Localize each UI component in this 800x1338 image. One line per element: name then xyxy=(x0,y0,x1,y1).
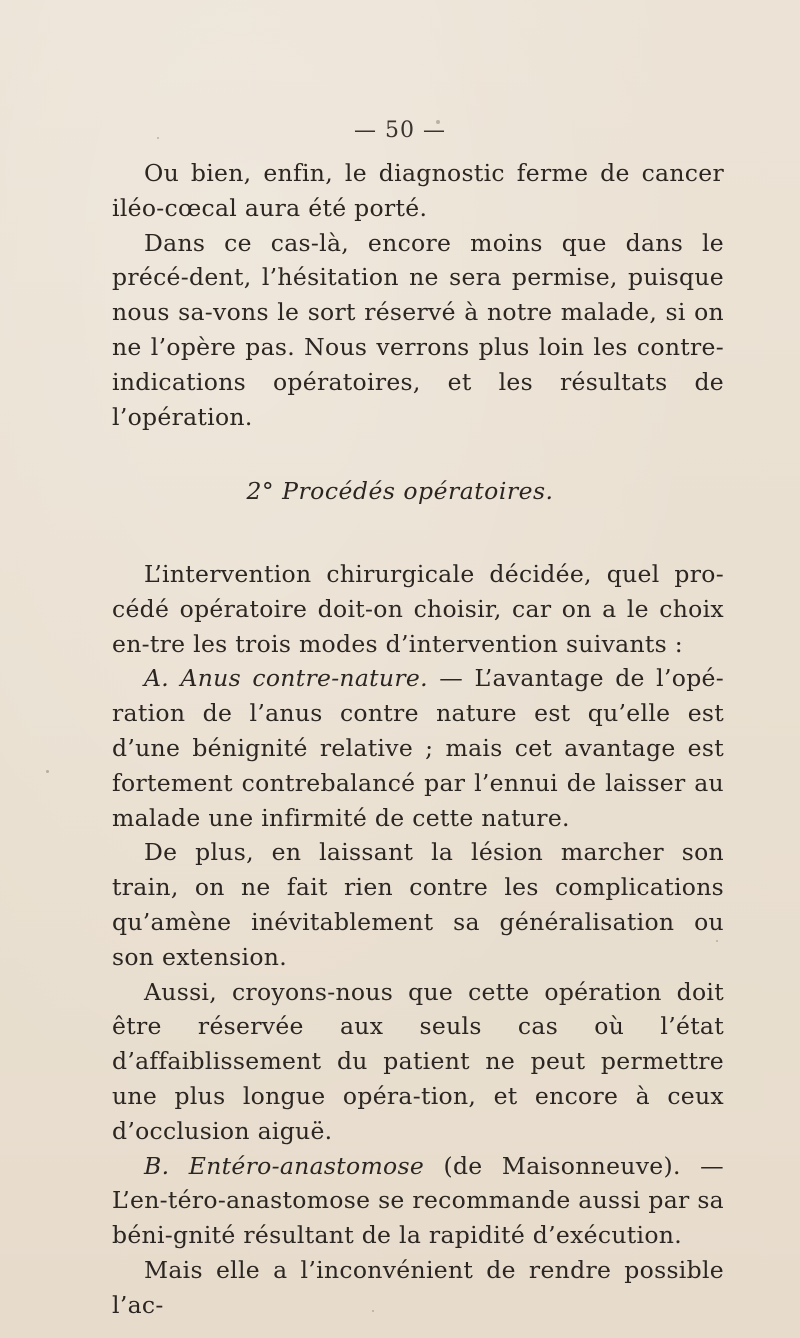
paragraph-de-plus: De plus, en laissant la lésion marcher son train, on ne fait rien contre les complications qu’amène inévitablement sa généralisation ou son extension. xyxy=(112,838,724,971)
paper-speck xyxy=(46,770,49,773)
option-a-text: — L’avantage de l’opé-ration de l’anus contre nature est qu’elle est d’une bénignité relative ; mais cet avantage est fortement contrebalancé par l’ennui de laisser au malade une infirmité de cette nature. xyxy=(112,664,724,832)
paragraph-aussi: Aussi, croyons-nous que cette opération doit être réservée aux seuls cas où l’état d’affaiblissement du patient ne peut permettre une plus longue opéra-tion, et encore à ceux d’occlusion aiguë. xyxy=(112,977,724,1145)
paragraph-hesitation: Dans ce cas-là, encore moins que dans le précé-dent, l’hésitation ne sera permise, puisque nous sa-vons le sort réservé à notre malade, si on ne l’opère pas. Nous verrons plus loin les contre-indications opératoires, et les résultats de l’opération. xyxy=(112,228,724,431)
paper-speck xyxy=(372,1310,374,1312)
paragraph-entero-anastomose xyxy=(112,1149,724,1253)
section-title: 2° Procédés opératoires. xyxy=(246,477,554,505)
text-block-main xyxy=(112,557,724,1323)
option-a-label: A. Anus contre-nature. xyxy=(144,664,428,693)
paragraph-intervention: L’intervention chirurgicale décidée, quel pro-cédé opératoire doit-on choisir, car on a le choix en-tre les trois modes d’intervention suivants : xyxy=(112,560,724,658)
paragraph-mais: Mais elle a l’inconvénient de rendre possible l’ac- xyxy=(112,1255,724,1319)
paragraph-diagnostic: Ou bien, enfin, le diagnostic ferme de cancer iléo-cœcal aura été porté. xyxy=(112,159,724,222)
paper-speck xyxy=(157,137,159,139)
paper-speck xyxy=(436,120,440,124)
option-b-label: B. Entéro-anastomose xyxy=(144,1151,425,1180)
page-number: — 50 — xyxy=(354,118,446,143)
paragraph-anus-contre-nature xyxy=(112,661,724,835)
option-b-text: (de Maisonneuve). — L’en-téro-anastomose se recommande aussi par sa béni-gnité résultant de la rapidité d’exécution. xyxy=(112,1151,724,1250)
paper-speck xyxy=(716,940,718,942)
text-block-top xyxy=(112,156,724,434)
